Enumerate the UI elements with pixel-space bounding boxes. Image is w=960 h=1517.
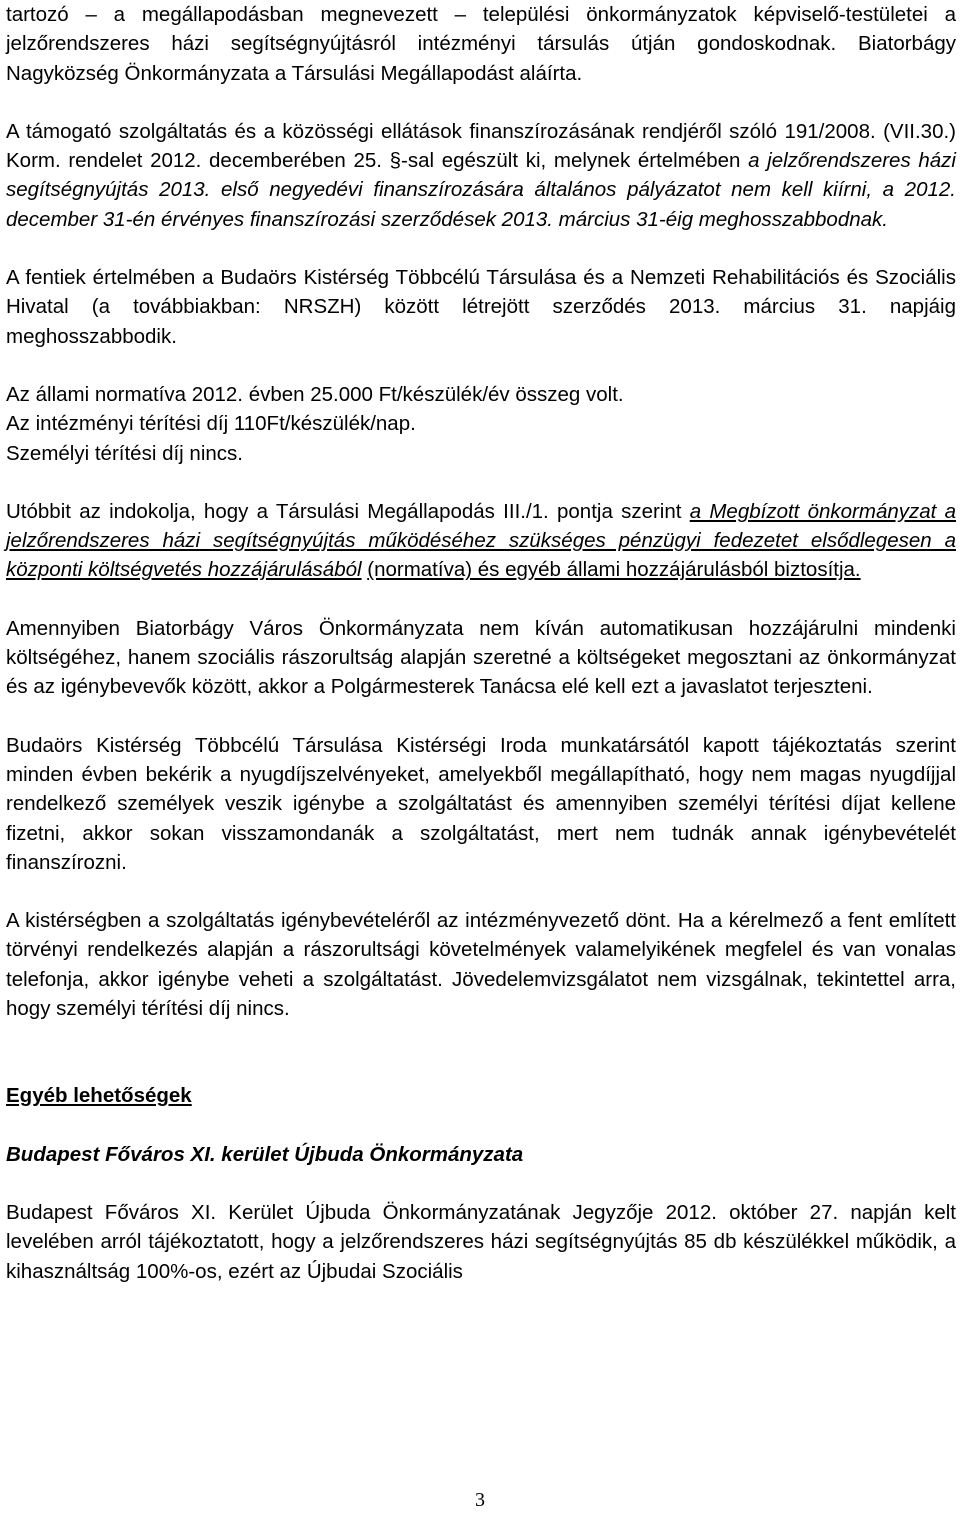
paragraph-2-italic-text: a jelzőrendszeres házi segítségnyújtás 2013. első negyedévi finanszírozására általános pályázatot nem kell kiírni, a 2012. december 31-én érvényes finanszírozási szerződések 2013. március 31-éig meghosszabbodnak. — [6, 149, 956, 231]
paragraph-4-line: Személyi térítési díj nincs. — [6, 441, 243, 465]
paragraph-1: tartozó – a megállapodásban megnevezett – települési önkormányzatok képviselő-testületei a jelzőrendszeres házi segítségnyújtásról intézményi társulás útján gondoskodnak. Biatorbágy Nagyközség Önkormányzata a Társulási Megállapodást aláírta. — [6, 3, 956, 85]
paragraph-5 — [6, 497, 956, 585]
section-subheading: Budapest Főváros XI. kerület Újbuda Önkormányzata — [6, 1142, 524, 1166]
paragraph-9: Budapest Főváros XI. Kerület Újbuda Önkormányzatának Jegyzője 2012. október 27. napján kelt levelében arról tájékoztatott, hogy a jelzőrendszeres házi segítségnyújtás 85 db készülékkel működik, a kihasználtság 100%-os, ezért az Újbudai Szociális — [6, 1200, 956, 1283]
paragraph-2 — [6, 117, 956, 234]
paragraph-4 — [6, 380, 956, 468]
paragraph-5-italic-underlined-text: a Megbízott önkormányzat a jelzőrendszeres házi segítségnyújtás működéséhez szükséges pénzügyi fedezetet elsődlegesen a központi költségvetés hozzájárulásából — [6, 499, 956, 582]
paragraph-3: A fentiek értelmében a Budaörs Kistérség Többcélú Társulása és a Nemzeti Rehabilitációs és Szociális Hivatal (a továbbiakban: NRSZH) között létrejött szerződés 2013. március 31. napjáig meghosszabbodik. — [6, 266, 956, 348]
paragraph-5-underlined-text: (normatíva) és egyéb állami hozzájárulásból biztosítja. — [367, 558, 861, 582]
section-heading: Egyéb lehetőségek — [6, 1084, 192, 1108]
paragraph-6: Amennyiben Biatorbágy Város Önkormányzata nem kíván automatikusan hozzájárulni mindenki költségéhez, hanem szociális rászorultság alapján szeretné a költségeket megosztani az önkormányzat és az igénybevevők között, akkor a Polgármesterek Tanácsa elé kell ezt a javaslatot terjeszteni. — [6, 616, 956, 699]
page-number: 3 — [475, 1489, 485, 1511]
paragraph-4-line: Az intézményi térítési díj 110Ft/készülék/nap. — [6, 412, 416, 436]
document-page — [6, 0, 956, 1286]
paragraph-5-text: Utóbbit az indokolja, hogy a Társulási Megállapodás III./1. pontja szerint — [6, 499, 690, 523]
paragraph-2-text: A támogató szolgáltatás és a közösségi ellátások finanszírozásának rendjéről szóló 191/2008. (VII.30.) Korm. rendelet 2012. decemberében 25. §-sal egészült ki, melynek értelmében — [6, 119, 956, 173]
paragraph-4-line: Az állami normatíva 2012. évben 25.000 Ft/készülék/év összeg volt. — [6, 382, 624, 406]
paragraph-8: A kistérségben a szolgáltatás igénybevételéről az intézményvezető dönt. Ha a kérelmező a fent említett törvényi rendelkezés alapján a rászorultsági követelmények valamelyikének megfelel és van vonalas telefonja, akkor igénybe veheti a szolgáltatást. Jövedelemvizsgálatot nem vizsgálnak, tekintettel arra, hogy személyi térítési díj nincs. — [6, 909, 956, 1021]
paragraph-7: Budaörs Kistérség Többcélú Társulása Kistérségi Iroda munkatársától kapott tájékoztatás szerint minden évben bekérik a nyugdíjszelvényeket, amelyekből megállapítható, hogy nem magas nyugdíjjal rendelkező személyek veszik igénybe a szolgáltatást és amennyiben személyi térítési díjat kellene fizetni, akkor sokan visszamondanák a szolgáltatást, mert nem tudnák annak igénybevételét finanszírozni. — [6, 733, 956, 874]
